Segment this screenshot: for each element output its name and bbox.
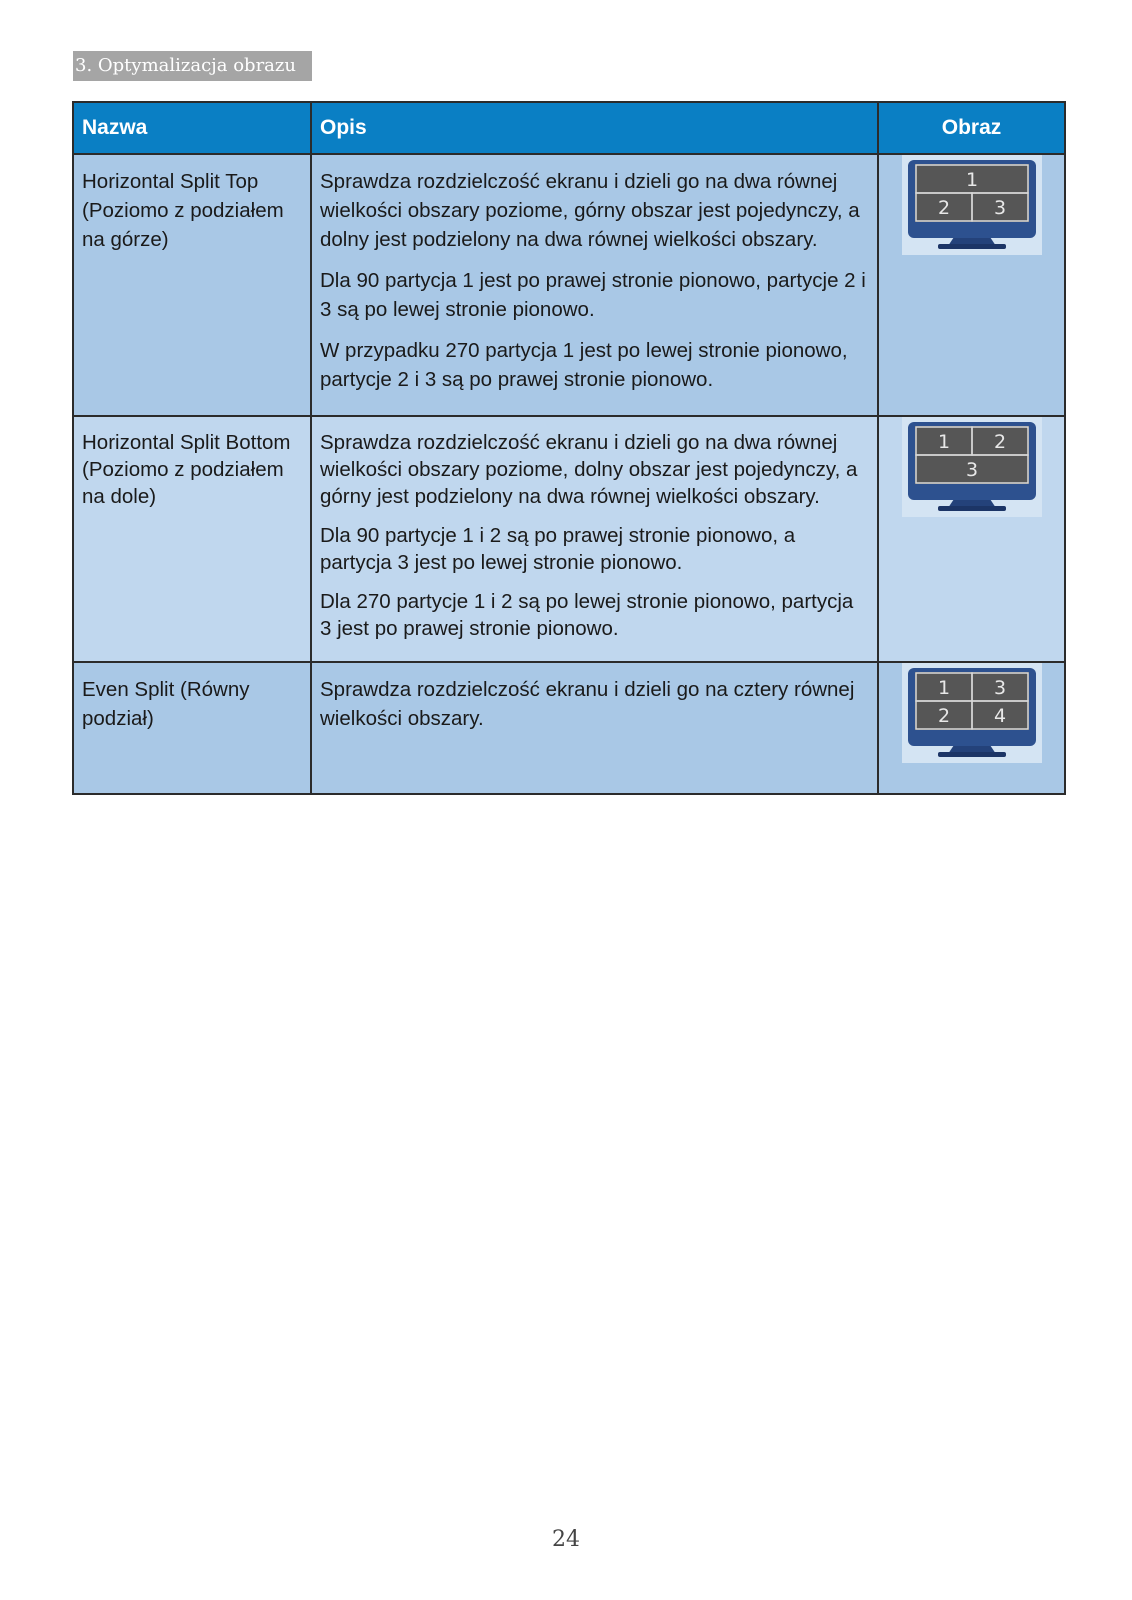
column-header-name: Nazwa — [73, 102, 311, 154]
monitor-even-split-icon — [902, 663, 1042, 763]
mode-name: Even Split (Równy podział) — [73, 662, 311, 794]
description-paragraph: Dla 90 partycje 1 i 2 są po prawej stronie pionowo, a partycja 3 jest po lewej stronie pionowo. — [320, 524, 796, 574]
description-paragraph: Dla 90 partycja 1 jest po prawej stronie pionowo, partycje 2 i 3 są po lewej stronie pionowo. — [320, 269, 866, 321]
mode-description — [311, 416, 878, 662]
split-modes-table — [72, 101, 1066, 795]
partition-label: 3 — [993, 197, 1006, 219]
partition-label: 3 — [965, 459, 978, 481]
column-header-description: Opis — [311, 102, 878, 154]
table-header-row — [73, 102, 1065, 154]
mode-description — [311, 154, 878, 416]
partition-label: 1 — [965, 169, 978, 191]
page-number: 24 — [552, 1527, 580, 1552]
partition-label: 4 — [993, 705, 1006, 727]
monitor-split-top-icon — [902, 155, 1042, 255]
mode-name: Horizontal Split Top (Poziomo z podziałem na górze) — [73, 154, 311, 416]
partition-label: 3 — [993, 677, 1006, 699]
column-header-image: Obraz — [878, 102, 1065, 154]
table-row — [73, 416, 1065, 662]
mode-description — [311, 662, 878, 794]
mode-image-cell — [878, 154, 1065, 416]
mode-image-cell — [878, 416, 1065, 662]
table-row — [73, 662, 1065, 794]
partition-label: 2 — [937, 197, 950, 219]
description-paragraph: W przypadku 270 partycja 1 jest po lewej stronie pionowo, partycje 2 i 3 są po prawej stronie pionowo. — [320, 339, 848, 391]
description-paragraph: Sprawdza rozdzielczość ekranu i dzieli go na dwa równej wielkości obszary poziome, górny obszar jest pojedynczy, a dolny jest podzielony na dwa równej wielkości obszary. — [320, 170, 860, 251]
description-paragraph: Sprawdza rozdzielczość ekranu i dzieli go na cztery równej wielkości obszary. — [320, 678, 855, 730]
description-paragraph: Sprawdza rozdzielczość ekranu i dzieli go na dwa równej wielkości obszary poziome, dolny obszar jest pojedynczy, a górny jest podzielony na dwa równej wielkości obszary. — [320, 431, 858, 508]
partition-label: 1 — [937, 677, 950, 699]
partition-label: 2 — [993, 431, 1006, 453]
partition-label: 2 — [937, 705, 950, 727]
partition-label: 1 — [937, 431, 950, 453]
monitor-split-bottom-icon — [902, 417, 1042, 517]
table-row — [73, 154, 1065, 416]
description-paragraph: Dla 270 partycje 1 i 2 są po lewej stronie pionowo, partycja 3 jest po prawej stronie pionowo. — [320, 590, 854, 640]
section-title: 3. Optymalizacja obrazu — [73, 51, 312, 81]
mode-image-cell — [878, 662, 1065, 794]
mode-name: Horizontal Split Bottom (Poziomo z podziałem na dole) — [73, 416, 311, 662]
